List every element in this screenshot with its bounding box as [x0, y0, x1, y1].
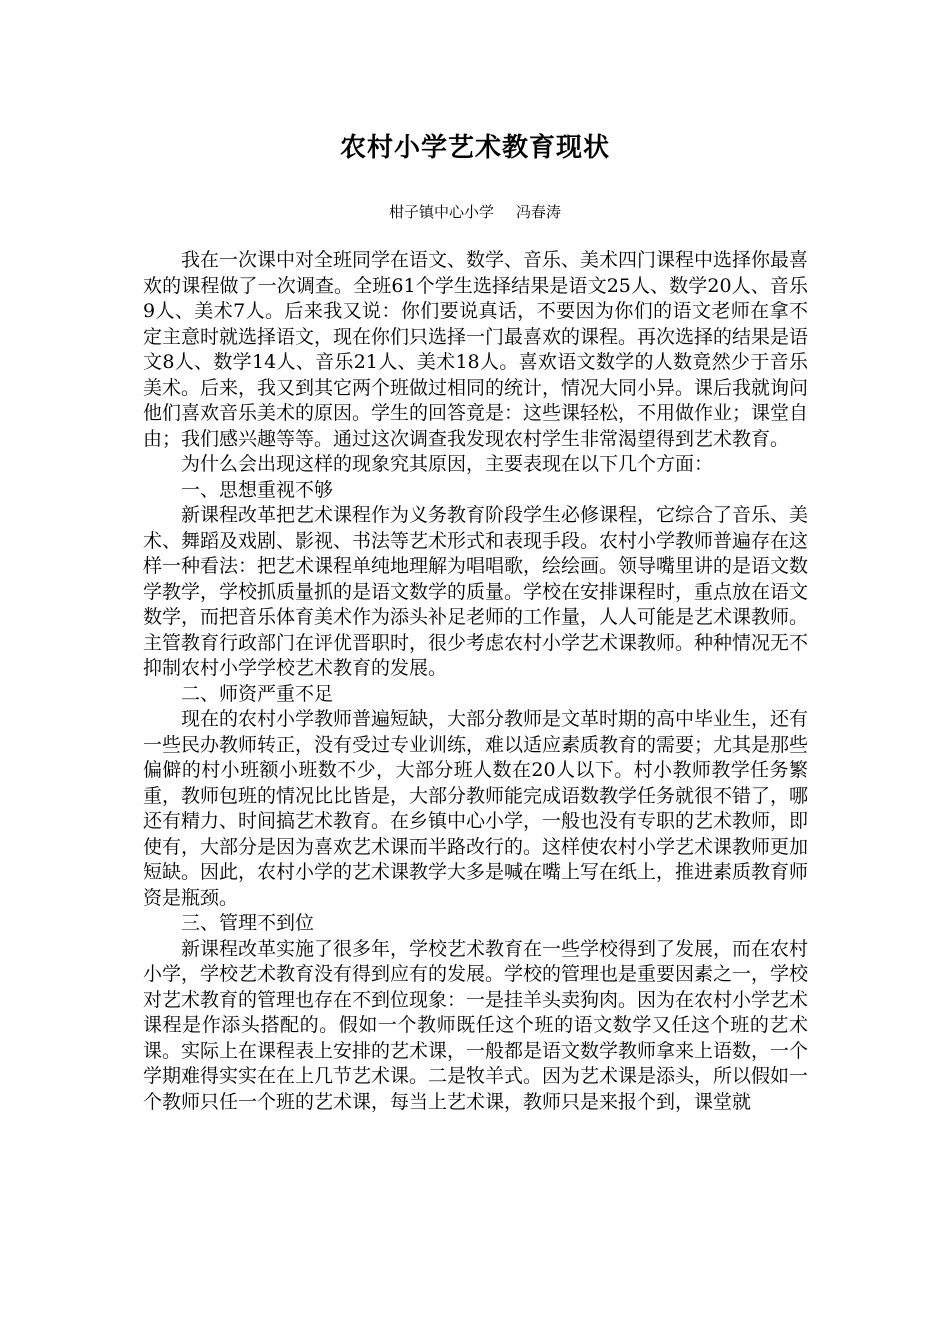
- section-heading-1: 一、思想重视不够: [181, 478, 334, 501]
- paragraph-survey: 我在一次课中对全班同学在语文、数学、音乐、美术四门课程中选择你最喜欢的课程做了一次调查。全班61个学生选择结果是语文25人、数学20人、音乐9人、美术7人。后来我又说：你们要说真话，不要因为你们的语文老师在拿不定主意时就选择语文，现在你们只选择一门最喜欢的课程。再次选择的结果是语文8人、数学14人、音乐21人、美术18人。喜欢语文数学的人数竟然少于音乐美术。后来，我又到其它两个班做过相同的统计，情况大同小异。课后我就询问他们喜欢音乐美术的原因。学生的回答竟是：这些课轻松，不用做作业；课堂自由；我们感兴趣等等。通过这次调查我发现农村学生非常渴望得到艺术教育。: [143, 249, 809, 450]
- author-name: 冯春涛: [516, 203, 562, 221]
- paragraph-section-1: 新课程改革把艺术课程作为义务教育阶段学生必修课程，它综合了音乐、美术、舞蹈及戏剧、影视、书法等艺术形式和表现手段。农村小学教师普遍存在这样一种看法：把艺术课程单纯地理解为唱唱歌，绘绘画。领导嘴里讲的是语文数学教学，学校抓质量抓的是语文数学的质量。学校在安排课程时，重点放在语文数学，而把音乐体育美术作为添头补足老师的工作量，人人可能是艺术课教师。主管教育行政部门在评优晋职时，很少考虑农村小学艺术课教师。种种情况无不抑制农村小学学校艺术教育的发展。: [143, 504, 809, 679]
- byline: [0, 200, 950, 224]
- paragraph-section-2: 现在的农村小学教师普遍短缺，大部分教师是文革时期的高中毕业生，还有一些民办教师转正，没有受过专业训练，难以适应素质教育的需要；尤其是那些偏僻的村小班额小班数不少，大部分班人数在20人以下。村小教师教学任务繁重，教师包班的情况比比皆是，大部分教师能完成语数教学任务就很不错了，哪还有精力、时间搞艺术教育。在乡镇中心小学，一般也没有专职的艺术教师，即使有，大部分是因为喜欢艺术课而半路改行的。这样使农村小学艺术课教师更加短缺。因此，农村小学的艺术课教学大多是喊在嘴上写在纸上，推进素质教育师资是瓶颈。: [143, 708, 809, 909]
- document-title: 农村小学艺术教育现状: [339, 133, 610, 163]
- section-heading-2: 二、师资严重不足: [181, 682, 334, 705]
- section-heading-3: 三、管理不到位: [181, 912, 315, 934]
- paragraph-reasons-intro: 为什么会出现这样的现象究其原因，主要表现在以下几个方面：: [181, 453, 714, 475]
- paragraph-section-3: 新课程改革实施了很多年，学校艺术教育在一些学校得到了发展，而在农村小学，学校艺术教育没有得到应有的发展。学校的管理也是重要因素之一，学校对艺术教育的管理也存在不到位现象：一是挂羊头卖狗肉。因为在农村小学艺术课程是作添头搭配的。假如一个教师既任这个班的语文数学又任这个班的艺术课。实际上在课程表上安排的艺术课，一般都是语文数学教师拿来上语数，一个学期难得实实在在上几节艺术课。二是牧羊式。因为艺术课是添头，所以假如一个教师只任一个班的艺术课，每当上艺术课，教师只是来报个到，课堂就: [143, 937, 809, 1113]
- school-name: 柑子镇中心小学: [388, 203, 494, 221]
- article-body: [143, 248, 808, 1115]
